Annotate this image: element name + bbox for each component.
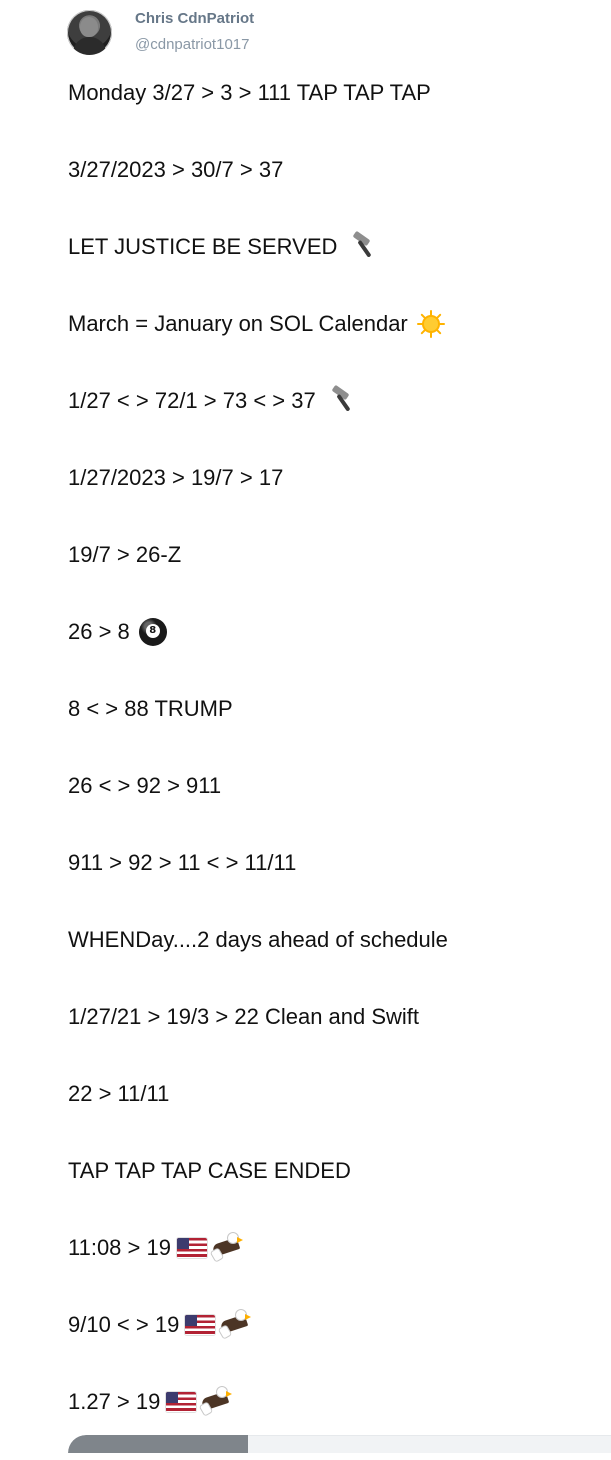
avatar-shirt: [73, 37, 106, 55]
post-line-text: WHENDay....2 days ahead of schedule: [68, 927, 448, 952]
post-line: [68, 690, 588, 767]
hammer-icon: [345, 231, 377, 263]
post-line: [68, 228, 588, 305]
post-line-text: 3/27/2023 > 30/7 > 37: [68, 157, 284, 182]
post-line-text: LET JUSTICE BE SERVED: [68, 234, 338, 259]
sun-icon: [416, 309, 446, 339]
us-flag-icon: [166, 1392, 196, 1412]
post-line-text: 1/27/2023 > 19/7 > 17: [68, 465, 284, 490]
eagle-icon: [198, 1385, 232, 1417]
post-line-text: 22 > 11/11: [68, 1081, 170, 1106]
post-line: [68, 151, 588, 228]
post-line: [68, 536, 588, 613]
us-flag-icon: [185, 1315, 215, 1335]
post-line-text: 1/27/21 > 19/3 > 22 Clean and Swift: [68, 1004, 420, 1029]
us-flag-canton: [166, 1392, 178, 1403]
avatar-face: [80, 17, 98, 37]
us-flag-icon: [177, 1238, 207, 1258]
post-line-text: Monday 3/27 > 3 > 111 TAP TAP TAP: [68, 80, 431, 105]
us-flag-canton: [185, 1315, 197, 1326]
eagle-icon: [209, 1231, 243, 1263]
eagle-beak: [237, 1237, 243, 1243]
post-line: [68, 844, 588, 921]
post-line: [68, 382, 588, 459]
post-line-text: 26 > 8: [68, 619, 130, 644]
bottom-tab-active[interactable]: [68, 1435, 248, 1453]
8-ball-face: 8: [146, 624, 160, 638]
post-body: [68, 74, 588, 1460]
post-line-text: 1/27 < > 72/1 > 73 < > 37: [68, 388, 316, 413]
post-line-text: 911 > 92 > 11 < > 11/11: [68, 850, 297, 875]
post-line-text: March = January on SOL Calendar: [68, 311, 408, 336]
sun-core: [424, 317, 438, 331]
eagle-beak: [226, 1391, 232, 1397]
8-ball-icon: [138, 617, 168, 647]
post-author-header: [67, 10, 587, 60]
hammer-icon: [324, 385, 356, 417]
eagle-beak: [245, 1314, 251, 1320]
post-line-text: 19/7 > 26-Z: [68, 542, 182, 567]
post-line: [68, 998, 588, 1075]
post-line: [68, 1306, 588, 1383]
bottom-tab-bar: [68, 1435, 611, 1453]
post-line-text: 9/10 < > 19: [68, 1312, 180, 1337]
us-flag-canton: [177, 1238, 189, 1249]
post-line: [68, 305, 588, 382]
username[interactable]: @cdnpatriot1017: [135, 36, 250, 53]
post-line: [68, 74, 588, 151]
post-line: [68, 1152, 588, 1229]
post-line: [68, 613, 588, 690]
post-line-text: 8 < > 88 TRUMP: [68, 696, 233, 721]
post-line: [68, 459, 588, 536]
display-name[interactable]: Chris CdnPatriot: [135, 10, 255, 27]
post-line-text: 1.27 > 19: [68, 1389, 161, 1414]
eagle-icon: [217, 1308, 251, 1340]
post-line: [68, 1229, 588, 1306]
avatar[interactable]: [67, 10, 112, 55]
post-line-text: 26 < > 92 > 911: [68, 773, 222, 798]
post-line: [68, 767, 588, 844]
post-line-text: 11:08 > 19: [68, 1235, 171, 1260]
post-line: [68, 921, 588, 998]
post-line: [68, 1075, 588, 1152]
post-line-text: TAP TAP TAP CASE ENDED: [68, 1158, 351, 1183]
